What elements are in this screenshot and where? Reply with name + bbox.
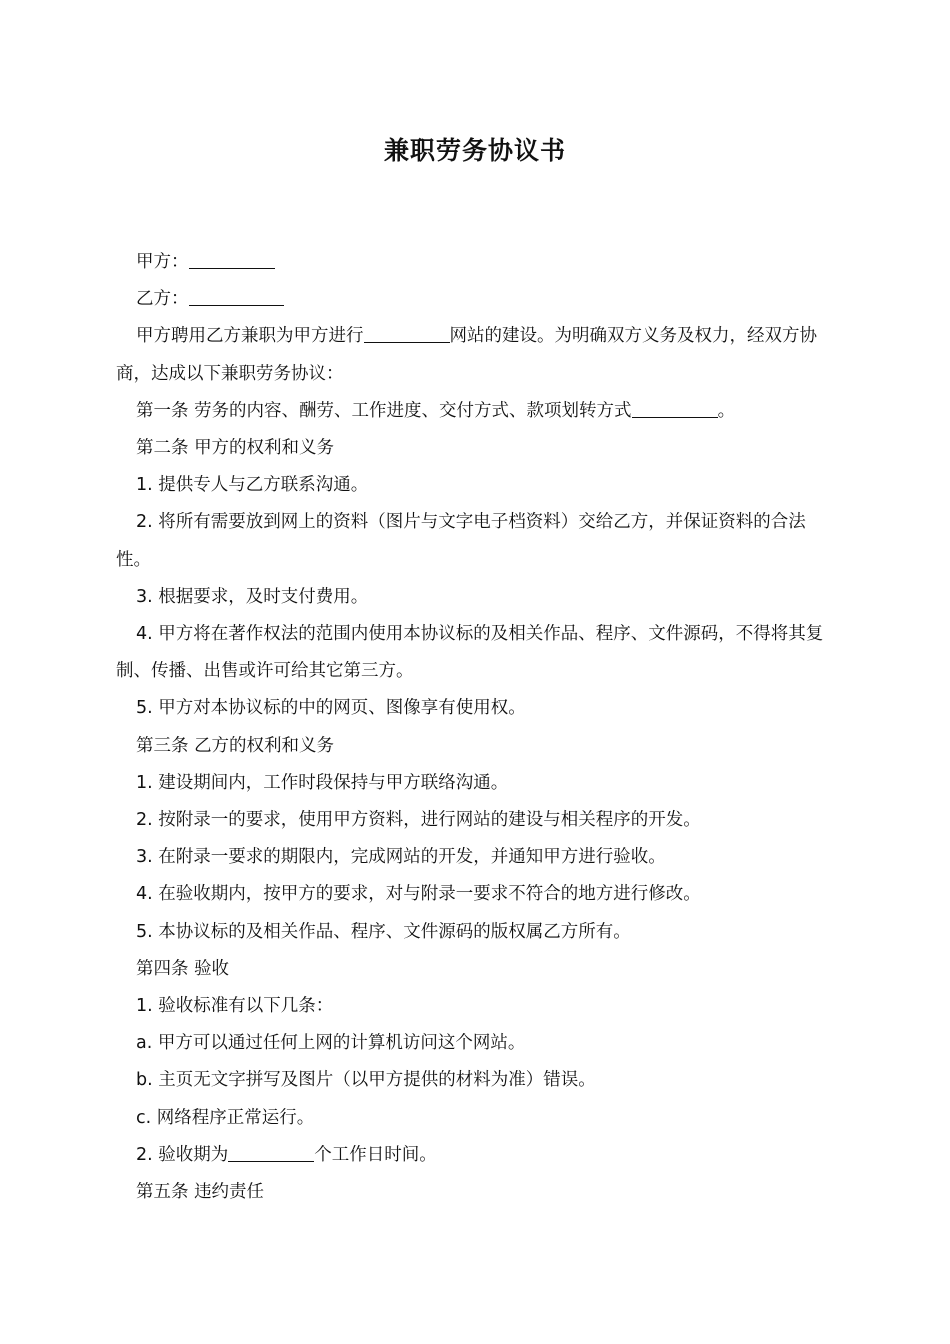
article-3-item: 2. 按附录一的要求，使用甲方资料，进行网站的建设与相关程序的开发。 xyxy=(136,810,701,831)
article-3-item: 1. 建设期间内，工作时段保持与甲方联络沟通。 xyxy=(136,772,509,793)
document-title: 兼职劳务协议书 xyxy=(383,136,566,165)
article-4-subitem: c. 网络程序正常运行。 xyxy=(136,1107,315,1128)
article-1-blank xyxy=(632,399,718,418)
document-body xyxy=(116,244,838,1211)
article-1 xyxy=(116,393,838,430)
intro-paragraph xyxy=(116,318,838,392)
party-b-blank xyxy=(189,288,284,307)
article-3-item: 4. 在验收期内，按甲方的要求，对与附录一要求不符合的地方进行修改。 xyxy=(136,884,701,905)
party-a-label: 甲方： xyxy=(136,252,189,272)
party-a-line xyxy=(116,244,838,281)
article-2-heading: 第二条 甲方的权利和义务 xyxy=(136,438,335,459)
article-5-heading: 第五条 违约责任 xyxy=(136,1182,265,1203)
article-1-end: 。 xyxy=(717,400,736,421)
intro-text-1: 甲方聘用乙方兼职为甲方进行 xyxy=(136,326,364,347)
article-4-heading: 第四条 验收 xyxy=(136,958,230,979)
party-b-label: 乙方： xyxy=(136,289,189,310)
website-name-blank xyxy=(364,325,450,344)
acceptance-days-blank xyxy=(228,1143,314,1162)
intro-text-2: 网站的建设。为明确双方义务及权力，经双方协商，达成以下兼职劳务协议： xyxy=(116,326,817,384)
article-4-subitem: b. 主页无文字拼写及图片（以甲方提供的材料为准）错误。 xyxy=(136,1070,596,1091)
article-3-heading: 第三条 乙方的权利和义务 xyxy=(136,735,335,756)
acceptance-period-text: 2. 验收期为 xyxy=(136,1144,229,1165)
article-2-item: 1. 提供专人与乙方联系沟通。 xyxy=(136,475,369,496)
article-2-item: 3. 根据要求，及时支付费用。 xyxy=(136,586,369,607)
article-1-text: 第一条 劳务的内容、酬劳、工作进度、交付方式、款项划转方式 xyxy=(136,400,632,421)
article-4-subitem: a. 甲方可以通过任何上网的计算机访问这个网站。 xyxy=(136,1033,526,1054)
article-4-item: 1. 验收标准有以下几条： xyxy=(136,996,334,1017)
party-a-blank xyxy=(189,251,275,270)
article-2-item: 4. 甲方将在著作权法的范围内使用本协议标的及相关作品、程序、文件源码，不得将其复制、传播、出售或许可给其它第三方。 xyxy=(116,624,824,682)
article-2-item: 5. 甲方对本协议标的中的网页、图像享有使用权。 xyxy=(136,698,526,719)
acceptance-period-end: 个工作日时间。 xyxy=(314,1144,437,1165)
article-4-item xyxy=(116,1137,838,1174)
article-2-item: 2. 将所有需要放到网上的资料（图片与文字电子档资料）交给乙方，并保证资料的合法性。 xyxy=(116,512,806,570)
article-3-item: 3. 在附录一要求的期限内，完成网站的开发，并通知甲方进行验收。 xyxy=(136,847,666,868)
party-b-line xyxy=(116,281,838,318)
article-3-item: 5. 本协议标的及相关作品、程序、文件源码的版权属乙方所有。 xyxy=(136,921,631,942)
